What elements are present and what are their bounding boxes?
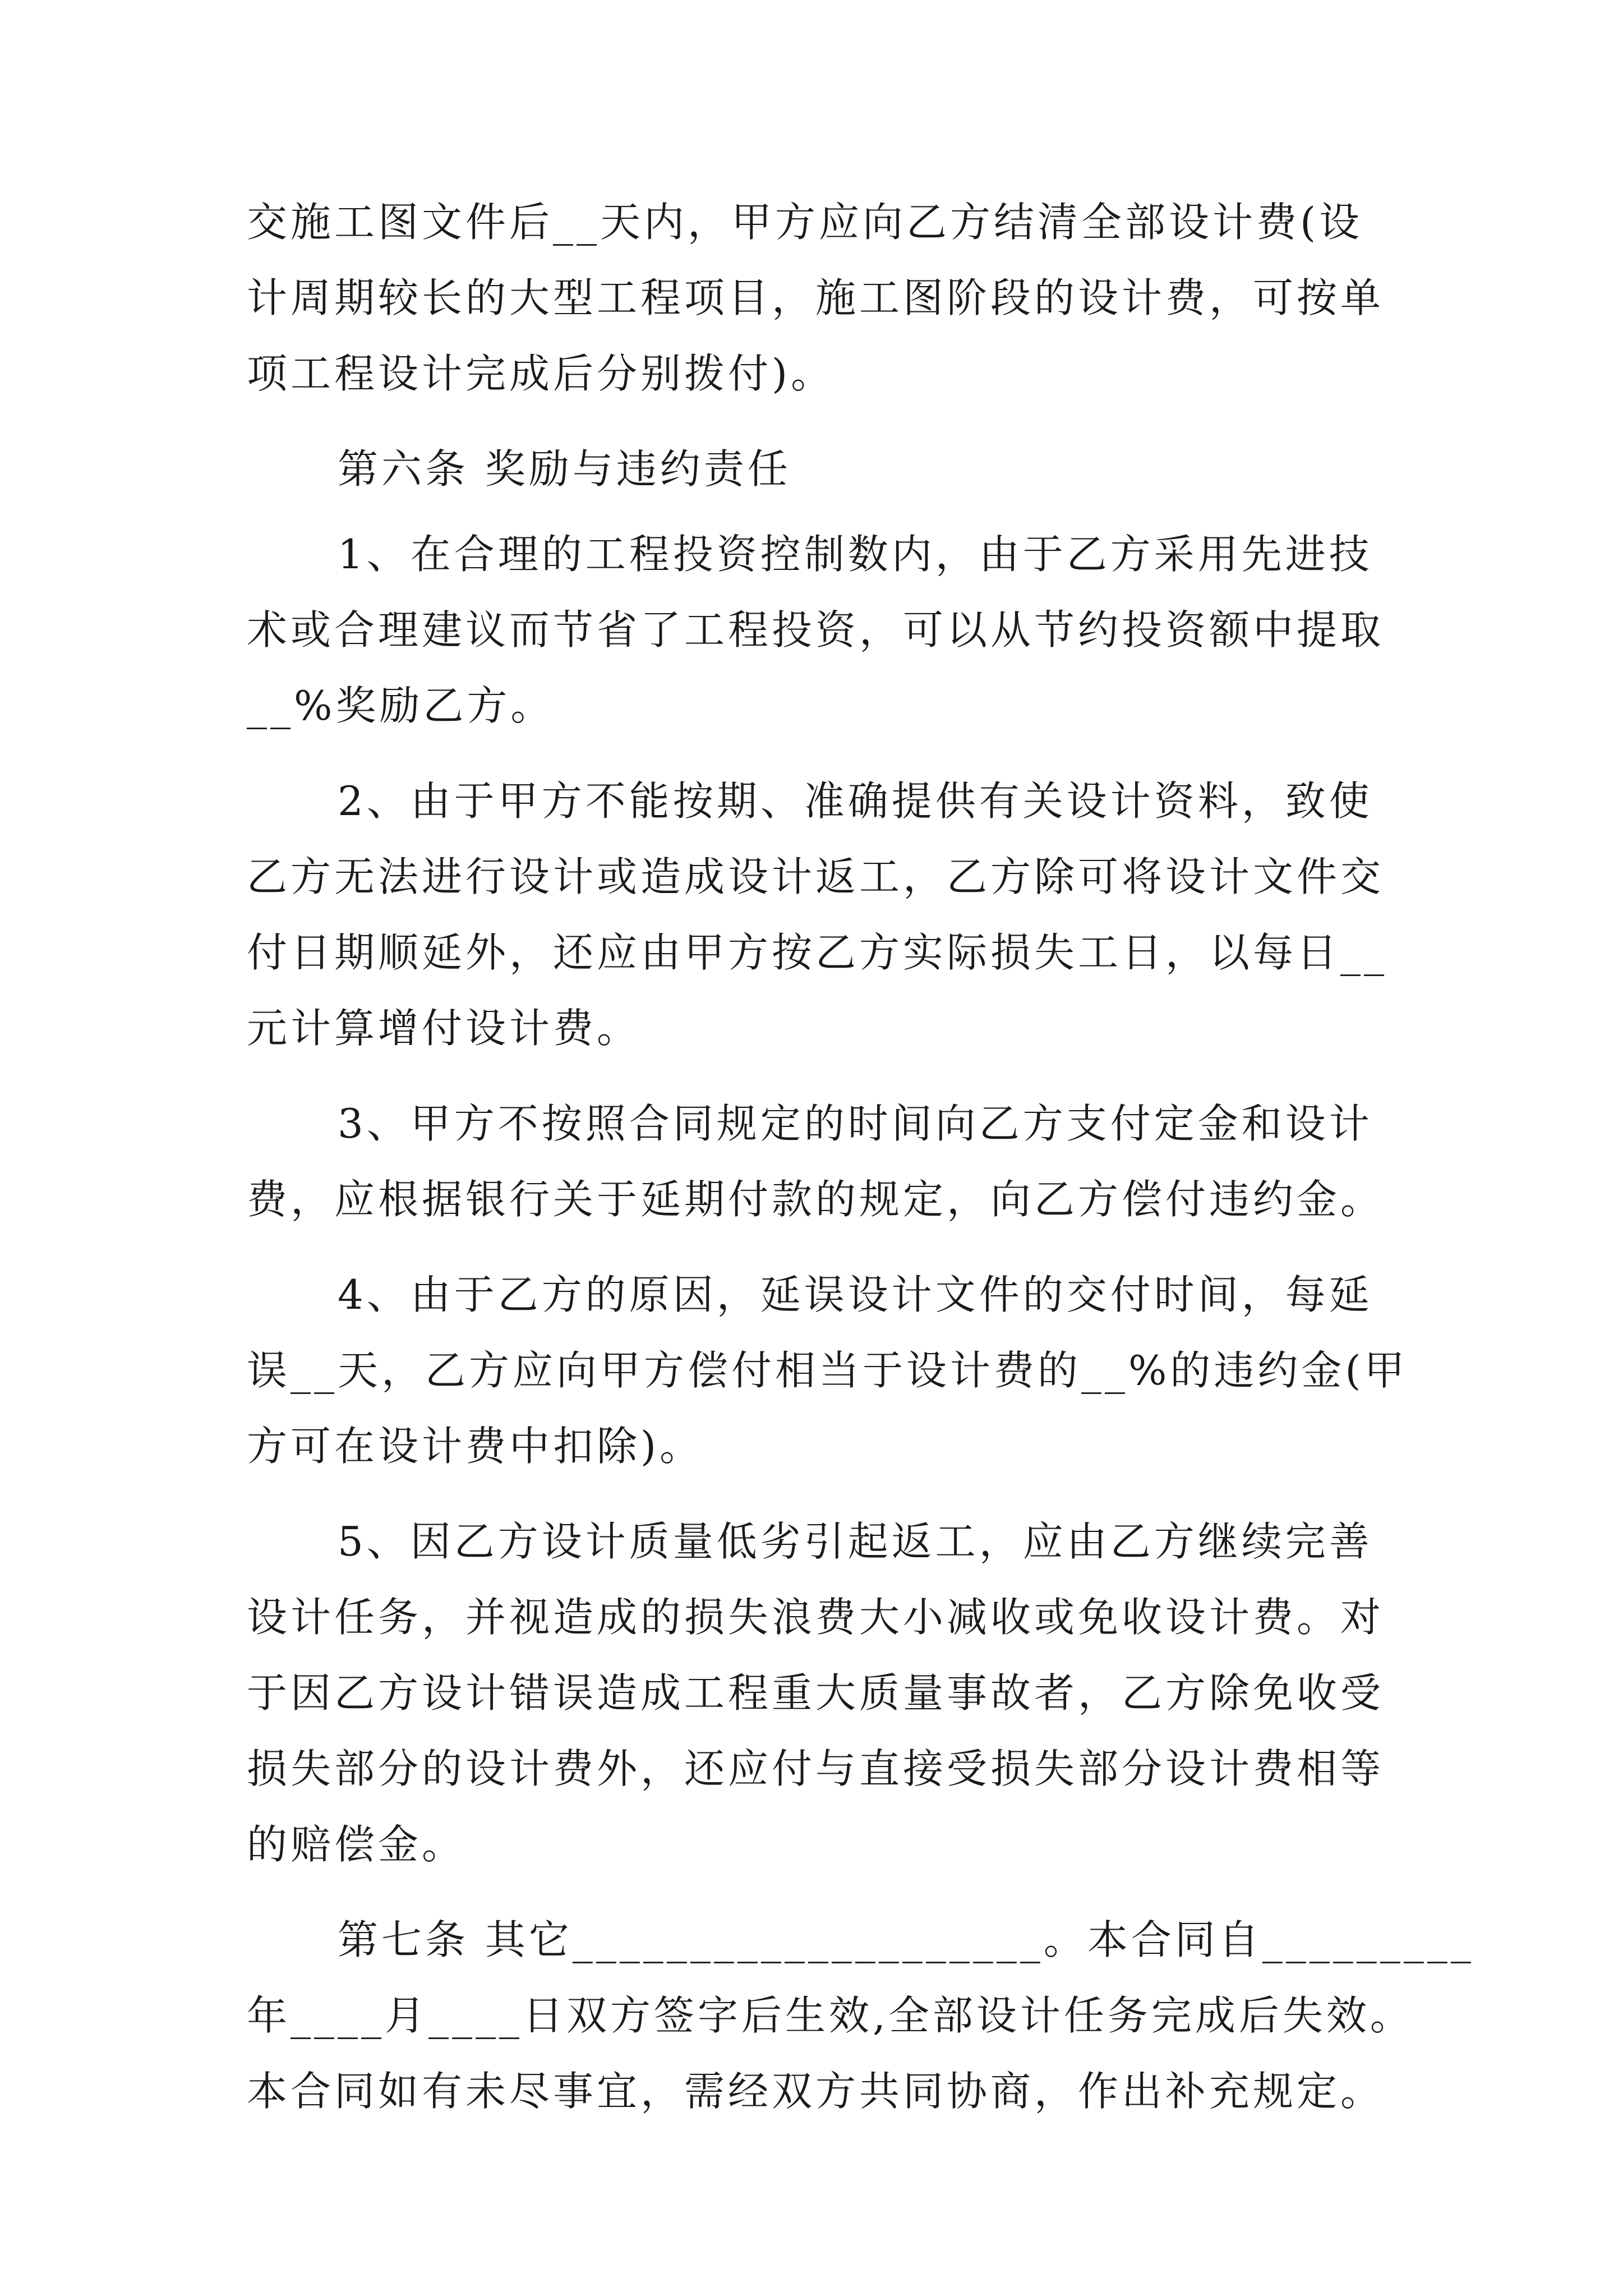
- text-line: 术或合理建议而节省了工程投资，可以从节约投资额中提取: [247, 606, 1385, 654]
- text-line: 损失部分的设计费外，还应付与直接受损失部分设计费相等: [247, 1745, 1385, 1792]
- text-line: 费，应根据银行关于延期付款的规定，向乙方偿付违约金。: [247, 1176, 1385, 1223]
- text-line: 项工程设计完成后分别拨付)。: [247, 350, 835, 397]
- text-line: 1、在合理的工程投资控制数内，由于乙方采用先进技: [338, 531, 1373, 578]
- text-line: 元计算增付设计费。: [247, 1005, 641, 1052]
- text-line: 的赔偿金。: [247, 1821, 466, 1868]
- text-line: 乙方无法进行设计或造成设计返工，乙方除可将设计文件交: [247, 853, 1385, 900]
- text-line: 年____月____日双方签字后生效,全部设计任务完成后失效。: [247, 1992, 1414, 2039]
- text-line: 5、因乙方设计质量低劣引起返工，应由乙方继续完善: [338, 1518, 1373, 1565]
- section-heading: 第六条 奖励与违约责任: [338, 445, 791, 493]
- text-line: 设计任务，并视造成的损失浪费大小减收或免收设计费。对: [247, 1594, 1385, 1641]
- text-line: __%奖励乙方。: [247, 682, 555, 729]
- text-line: 3、甲方不按照合同规定的时间向乙方支付定金和设计: [338, 1100, 1373, 1147]
- section-heading: 第七条 其它____________________。本合同自_________: [338, 1916, 1474, 1963]
- text-line: 本合同如有未尽事宜，需经双方共同协商，作出补充规定。: [247, 2068, 1385, 2115]
- text-line: 交施工图文件后__天内，甲方应向乙方结清全部设计费(设: [247, 199, 1363, 246]
- text-line: 误__天，乙方应向甲方偿付相当于设计费的__%的违约金(甲: [247, 1347, 1408, 1394]
- text-line: 方可在设计费中扣除)。: [247, 1423, 704, 1470]
- text-line: 于因乙方设计错误造成工程重大质量事故者，乙方除免收受: [247, 1669, 1385, 1717]
- text-line: 2、由于甲方不能按期、准确提供有关设计资料，致使: [338, 777, 1373, 825]
- text-line: 付日期顺延外，还应由甲方按乙方实际损失工日，以每日__: [247, 929, 1388, 976]
- text-line: 计周期较长的大型工程项目，施工图阶段的设计费，可按单: [247, 274, 1385, 321]
- text-line: 4、由于乙方的原因，延误设计文件的交付时间，每延: [338, 1271, 1373, 1318]
